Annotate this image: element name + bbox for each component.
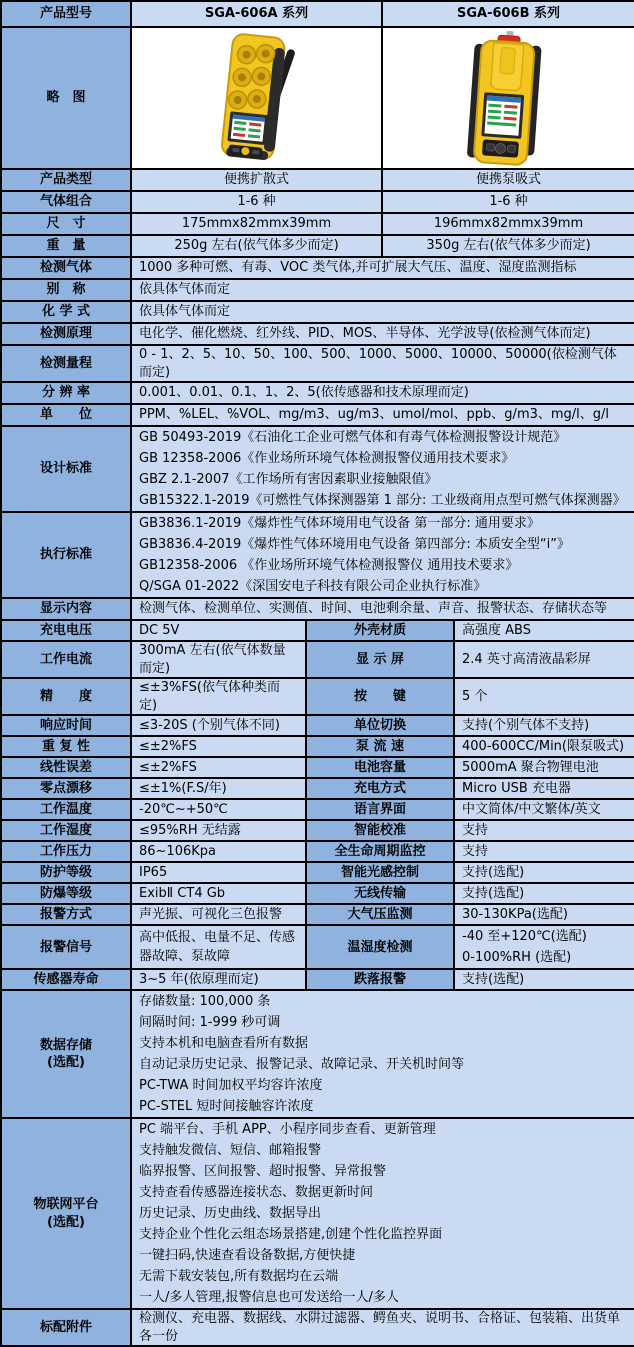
storage-line: PC-TWA 时间加权平均容许浓度 [139,1078,323,1094]
spec-value: Micro USB 充电器 [454,778,634,799]
spec-row-exec-standard [1,512,634,598]
spec-value: 支持 [454,841,634,862]
spec-label: 工作压力 [1,841,131,862]
spec-row-accessories [1,1309,634,1346]
spec-row-product-type [1,169,634,191]
spec-label: 防护等级 [1,862,131,883]
spec-value: 电化学、催化燃烧、红外线、PID、MOS、半导体、光学波导(依检测气体而定) [131,323,634,345]
spec-label: 智能光感控制 [306,862,454,883]
sga606a-device-image [182,30,332,166]
spec-label-multiline [1,990,131,1118]
spec-value: ≤±1%(F.S/年) [131,778,306,799]
spec-value-multiline [454,925,634,969]
iot-line: 无需下载安装包,所有数据均在云端 [139,1269,339,1285]
spec-value: 0 - 1、2、5、10、50、100、500、1000、5000、10000、50000(依检测气体而定) [131,345,634,382]
spec-row-resolution [1,382,634,404]
spec-row-quad [1,862,634,883]
spec-value: 30-130KPa(选配) [454,904,634,925]
spec-label: 检测原理 [1,323,131,345]
spec-label: 温湿度检测 [306,925,454,969]
spec-value: 依具体气体而定 [131,301,634,323]
iot-line: 支持触发微信、短信、邮箱报警 [139,1143,322,1159]
spec-label: 大气压监测 [306,904,454,925]
spec-value: PPM、%LEL、%VOL、mg/m3、ug/m3、umol/mol、ppb、g/m3、mg/l、g/l [131,404,634,426]
spec-value-b: 便携泵吸式 [382,169,634,191]
spec-row-quad [1,799,634,820]
spec-value: 支持(个别气体不支持) [454,715,634,736]
spec-row-weight [1,235,634,257]
spec-value-multiline [131,1118,634,1309]
spec-row-quad [1,641,634,678]
spec-row-quad [1,678,634,715]
spec-label: 重 量 [1,235,131,257]
spec-label: 外壳材质 [306,620,454,641]
spec-value: 0.001、0.01、0.1、1、2、5(依传感器和技术原理而定) [131,382,634,404]
spec-label: 精 度 [1,678,131,715]
spec-label: 智能校准 [306,820,454,841]
spec-value: 高强度 ABS [454,620,634,641]
spec-row-gas-combo [1,191,634,213]
temp-humidity-line: 0-100%RH (选配) [462,950,572,966]
spec-label: 无线传输 [306,883,454,904]
spec-value: 支持 [454,820,634,841]
spec-value-multiline [131,512,634,598]
spec-row-quad [1,736,634,757]
label-line: 数据存储 [39,1037,92,1053]
spec-row-quad [1,620,634,641]
spec-value: ≤3-20S (个别气体不同) [131,715,306,736]
standard-line: GB 50493-2019《石油化工企业可燃气体和有毒气体检测报警设计规范》 [139,430,567,446]
spec-value: ≤±2%FS [131,757,306,778]
spec-label: 气体组合 [1,191,131,213]
spec-value: ExibⅡ CT4 Gb [131,883,306,904]
spec-value-multiline [131,426,634,512]
spec-label: 跌落报警 [306,969,454,990]
spec-row-alias [1,279,634,301]
spec-value: 支持(选配) [454,883,634,904]
series-a-header: SGA-606A 系列 [131,1,382,27]
spec-value: 1000 多种可燃、有毒、VOC 类气体,并可扩展大气压、温度、湿度监测指标 [131,257,634,279]
spec-value-b: 350g 左右(依气体多少而定) [382,235,634,257]
spec-label: 分 辨 率 [1,382,131,404]
spec-value: ≤±2%FS [131,736,306,757]
spec-row-detect-gas [1,257,634,279]
spec-row-range [1,345,634,382]
spec-value: 400-600CC/Min(限泵吸式) [454,736,634,757]
spec-label: 检测气体 [1,257,131,279]
spec-value: 300mA 左右(依气体数量而定) [131,641,306,678]
spec-row-units [1,404,634,426]
spec-label: 全生命周期监控 [306,841,454,862]
spec-label: 报警信号 [1,925,131,969]
spec-value: 支持(选配) [454,862,634,883]
spec-value-a: 175mmx82mmx39mm [131,213,382,235]
spec-row-alarm-signal [1,925,634,969]
iot-line: 临界报警、区间报警、超时报警、异常报警 [139,1164,387,1180]
spec-row-iot-platform [1,1118,634,1309]
spec-row-size [1,213,634,235]
spec-value: 5000mA 聚合物锂电池 [454,757,634,778]
label-line: (选配) [47,1055,85,1071]
label-line: (选配) [47,1214,85,1230]
spec-value: 5 个 [454,678,634,715]
spec-label: 电池容量 [306,757,454,778]
spec-value: -20℃~+50℃ [131,799,306,820]
spec-label: 单 位 [1,404,131,426]
spec-label: 传感器寿命 [1,969,131,990]
spec-label: 线性误差 [1,757,131,778]
spec-row-quad [1,715,634,736]
storage-line: 间隔时间: 1-999 秒可调 [139,1015,281,1031]
spec-label: 泵 流 速 [306,736,454,757]
spec-label: 报警方式 [1,904,131,925]
spec-label: 工作电流 [1,641,131,678]
spec-label: 检测量程 [1,345,131,382]
sketch-label: 略 图 [1,27,131,169]
spec-label: 重 复 性 [1,736,131,757]
spec-label: 显 示 屏 [306,641,454,678]
spec-row-sensor-life [1,969,634,990]
spec-value: 依具体气体而定 [131,279,634,301]
spec-label: 充电电压 [1,620,131,641]
spec-value: 3~5 年(依原理而定) [131,969,306,990]
iot-line: 支持查看传感器连接状态、数据更新时间 [139,1185,374,1201]
device-image-cell-b [382,27,634,169]
device-image-cell-a [131,27,382,169]
header-row [1,1,634,27]
spec-label: 工作温度 [1,799,131,820]
spec-row-quad [1,904,634,925]
spec-value: ≤±3%FS(依气体种类而定) [131,678,306,715]
iot-line: PC 端平台、手机 APP、小程序同步查看、更新管理 [139,1122,436,1138]
spec-row-data-storage [1,990,634,1118]
spec-value: DC 5V [131,620,306,641]
spec-label-multiline [1,1118,131,1309]
spec-row-quad [1,778,634,799]
spec-row-display-content [1,598,634,620]
standard-line: GBZ 2.1-2007《工作场所有害因素职业接触限值》 [139,472,438,488]
spec-label: 工作湿度 [1,820,131,841]
spec-label: 单位切换 [306,715,454,736]
iot-line: 支持企业个性化云组态场景搭建,创建个性化监控界面 [139,1227,443,1243]
label-line: 物联网平台 [33,1197,99,1213]
spec-value: 支持(选配) [454,969,634,990]
spec-value: 86~106Kpa [131,841,306,862]
spec-label: 设计标准 [1,426,131,512]
spec-label: 执行标准 [1,512,131,598]
spec-row-quad [1,820,634,841]
sketch-row [1,27,634,169]
spec-label: 尺 寸 [1,213,131,235]
spec-value-a: 1-6 种 [131,191,382,213]
spec-value-a: 便携扩散式 [131,169,382,191]
spec-label: 充电方式 [306,778,454,799]
iot-line: 一人/多人管理,报警信息也可发送给一人/多人 [139,1290,399,1306]
spec-value: 高中低报、电量不足、传感器故障、泵故障 [131,925,306,969]
spec-label: 显示内容 [1,598,131,620]
spec-row-quad [1,841,634,862]
spec-label: 标配附件 [1,1309,131,1346]
spec-value-a: 250g 左右(依气体多少而定) [131,235,382,257]
storage-line: PC-STEL 短时间接触容许浓度 [139,1099,314,1115]
standard-line: GB3836.4-2019《爆炸性气体环境用电气设备 第四部分: 本质安全型“i”》 [139,537,570,553]
storage-line: 自动记录历史记录、报警记录、故障记录、开关机时间等 [139,1057,465,1073]
spec-value-b: 196mmx82mmx39mm [382,213,634,235]
spec-label: 零点漂移 [1,778,131,799]
spec-value: 中文简体/中文繁体/英文 [454,799,634,820]
spec-value: IP65 [131,862,306,883]
spec-value: 检测气体、检测单位、实测值、时间、电池剩余量、声音、报警状态、存储状态等 [131,598,634,620]
spec-value: 声光振、可视化三色报警 [131,904,306,925]
spec-label: 防爆等级 [1,883,131,904]
standard-line: GB3836.1-2019《爆炸性气体环境用电气设备 第一部分: 通用要求》 [139,516,540,532]
storage-line: 支持本机和电脑查看所有数据 [139,1036,309,1052]
storage-line: 存储数量: 100,000 条 [139,994,271,1010]
iot-line: 历史记录、历史曲线、数据导出 [139,1206,322,1222]
spec-row-formula [1,301,634,323]
spec-row-design-standard [1,426,634,512]
spec-label: 别 称 [1,279,131,301]
standard-line: GB 12358-2006《作业场所环境气体检测报警仪通用技术要求》 [139,451,515,467]
spec-value-b: 1-6 种 [382,191,634,213]
standard-line: Q/SGA 01-2022《深国安电子科技有限公司企业执行标准》 [139,579,487,595]
spec-value: 2.4 英寸高清液晶彩屏 [454,641,634,678]
spec-row-quad [1,883,634,904]
spec-value-multiline [131,990,634,1118]
spec-label: 语言界面 [306,799,454,820]
standard-line: GB15322.1-2019《可燃性气体探测器第 1 部分: 工业级商用点型可燃气体探测器》 [139,493,626,509]
spec-label: 产品类型 [1,169,131,191]
series-b-header: SGA-606B 系列 [382,1,634,27]
temp-humidity-line: -40 至+120℃(选配) [462,929,587,945]
spec-row-principle [1,323,634,345]
spec-label: 按 键 [306,678,454,715]
standard-line: GB12358-2006 《作业场所环境气体检测报警仪 通用技术要求》 [139,558,519,574]
spec-label: 化 学 式 [1,301,131,323]
spec-label: 响应时间 [1,715,131,736]
product-model-label: 产品型号 [1,1,131,27]
sga606b-device-image [434,30,584,166]
spec-value: ≤95%RH 无结露 [131,820,306,841]
spec-row-quad [1,757,634,778]
spec-value: 检测仪、充电器、数据线、水阱过滤器、鳄鱼夹、说明书、合格证、包装箱、出货单各一份 [131,1309,634,1346]
iot-line: 一键扫码,快速查看设备数据,方便快捷 [139,1248,356,1264]
